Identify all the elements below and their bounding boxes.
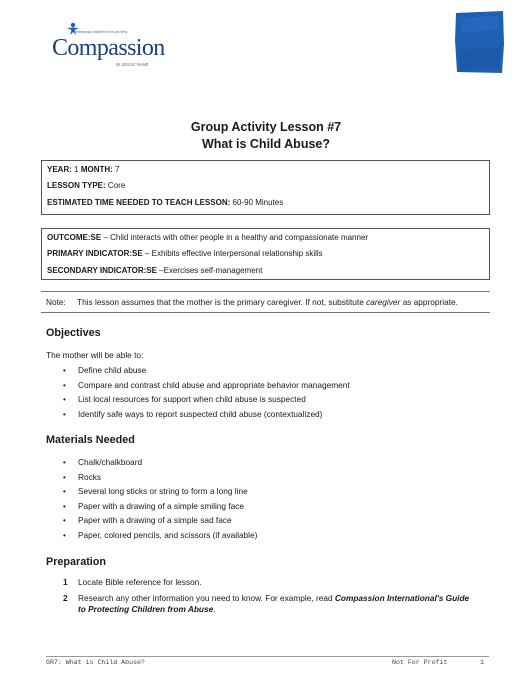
bullet-icon: • [63,487,66,497]
footer-not-for-profit: Not For Profit [392,659,448,666]
list-item: • Paper, colored pencils, and scissors (if available) [63,529,258,540]
footer-rule [46,656,489,657]
note-top-rule [41,291,490,292]
step-text: Research any other information you need to know. For example, read Compassion International's Guide to Protecting Children from Abuse. [78,593,470,614]
bullet-icon: • [63,380,66,390]
bullet-icon: • [63,409,66,419]
footer-lesson-name: GR7: What is Child Abuse? [46,659,145,666]
outcome-box [41,228,490,280]
materials-heading: Materials Needed [46,434,135,446]
logo-wordmark: Compassion [52,35,165,61]
objectives-heading: Objectives [46,327,101,339]
list-item: • Compare and contrast child abuse and appropriate behavior management [63,379,350,390]
blue-paint-block [454,10,505,74]
lesson-type-line: LESSON TYPE: Core [47,181,126,191]
list-item: • Paper with a drawing of a simple smiling face [63,500,245,511]
page-title: Group Activity Lesson #7 [190,120,342,134]
objectives-list [63,365,350,424]
note-bottom-rule [41,312,490,313]
note-label: Note: [46,297,66,307]
page-subtitle: What is Child Abuse? [201,137,330,151]
list-item: • Paper with a drawing of a simple sad face [63,515,232,526]
year-month-line: YEAR: 1 MONTH: 7 [47,165,120,174]
primary-indicator-line: PRIMARY INDICATOR:SE – Exhibits effective interpersonal relationship skills [47,249,323,259]
list-item: • Chalk/chalkboard [63,457,143,467]
logo-subline: IN JESUS' NAME [116,62,149,67]
bullet-icon: • [63,458,66,467]
logo-tagline: Releasing children from poverty [74,30,128,34]
objectives-intro: The mother will be able to: [46,350,144,360]
bullet-icon: • [63,501,66,511]
footer-page-number: 1 [480,659,484,666]
step-text: Locate Bible reference for lesson. [78,577,202,587]
compassion-logo [52,22,164,78]
list-item: • Several long sticks or string to form a long line [63,486,248,497]
step-number: 1 [63,577,68,587]
materials-list [63,457,258,546]
step-number: 2 [63,593,68,603]
bullet-icon: • [63,366,66,375]
list-item: • List local resources for support when child abuse is suspected [63,394,306,405]
lesson-info-box [41,160,490,215]
caregiver-note: Note: This lesson assumes that the mother is the primary caregiver. If not, substitute caregiver as appropriate. [46,297,458,307]
preparation-heading: Preparation [46,556,106,568]
list-item: • Define child abuse [63,365,147,375]
bullet-icon: • [63,530,66,540]
bullet-icon: • [63,395,66,405]
outcome-line: OUTCOME:SE – Child interacts with other people in a healthy and compassionate manner [47,233,369,242]
secondary-indicator-line: SECONDARY INDICATOR:SE –Exercises self-management [47,265,263,275]
time-needed-line: ESTIMATED TIME NEEDED TO TEACH LESSON: 60-90 Minutes [47,197,284,207]
bullet-icon: • [63,516,66,526]
list-item: • Rocks [63,471,102,482]
list-item: • Identify safe ways to report suspected child abuse (contextualized) [63,408,323,419]
bullet-icon: • [63,472,66,482]
